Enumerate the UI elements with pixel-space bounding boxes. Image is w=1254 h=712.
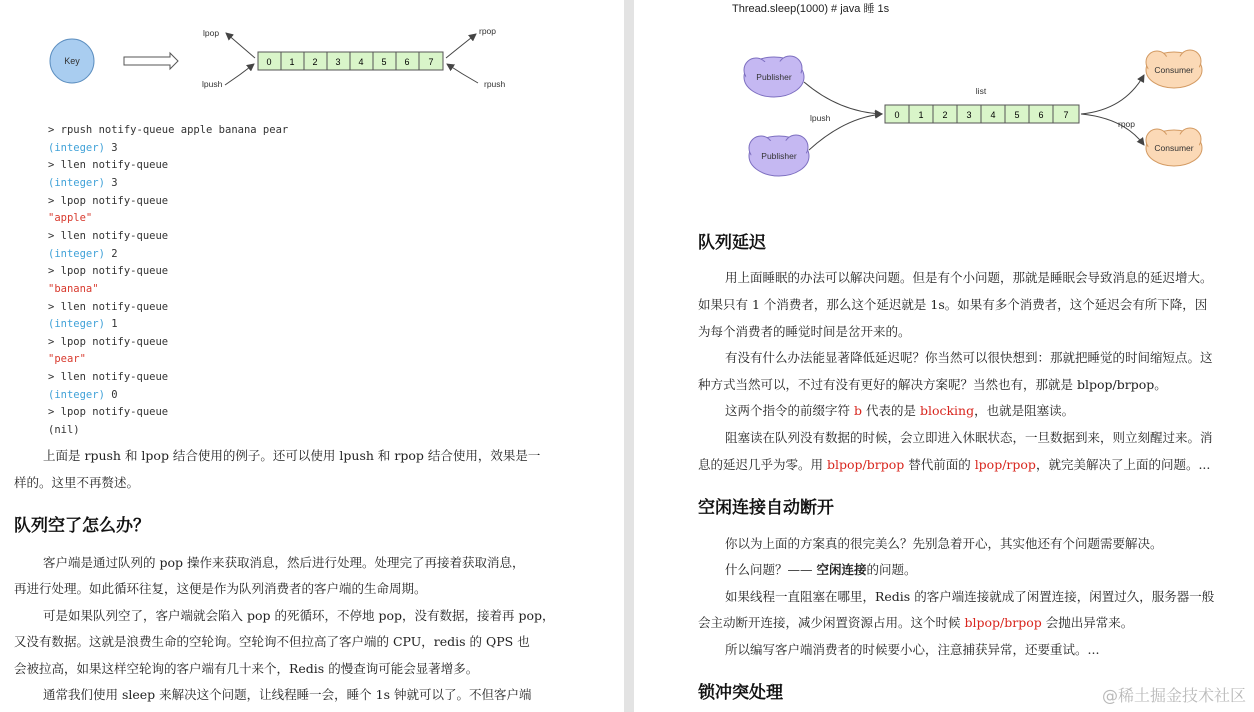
publisher-cloud-2 [749, 135, 809, 176]
paragraph-text: 你以为上面的方案真的很完美么？先别急着开心，其实他还有个问题需要解决。 [725, 536, 1163, 551]
code-line: (integer) 3 [48, 176, 118, 189]
svg-text:1: 1 [918, 110, 924, 120]
code-line: > lpop notify-queue [48, 265, 169, 278]
svg-text:7: 7 [428, 57, 434, 67]
svg-text:4: 4 [358, 57, 364, 67]
svg-text:3: 3 [335, 57, 341, 67]
section-heading-lock-conflict: 锁冲突处理 [698, 683, 783, 703]
svg-text:0: 0 [894, 110, 900, 120]
right-page [634, 0, 1254, 712]
svg-text:6: 6 [404, 57, 410, 67]
code-line: (integer) 2 [48, 247, 118, 260]
rpop-label: rpop [479, 26, 497, 36]
consumer-cloud-2 [1146, 128, 1202, 166]
svg-text:Publisher: Publisher [756, 72, 792, 82]
paragraph-text: 会被拉高，如果这样空轮询的客户端有几十来个，Redis 的慢查询可能会显著增多。 [14, 661, 479, 676]
list-diagram-left [0, 0, 620, 110]
lpop-label: lpop [203, 28, 220, 38]
big-arrow [124, 53, 178, 69]
paragraph-text: 样的。这里不再赘述。 [14, 475, 140, 490]
consumer-cloud-1 [1146, 50, 1202, 88]
paragraph-text: 有没有什么办法能显著降低延迟呢？你当然可以很快想到：那就把睡觉的时间缩短点。这 [725, 350, 1213, 365]
lpush-label-right: lpush [810, 113, 831, 123]
paragraph-text: 上面是 rpush 和 lpop 结合使用的例子。还可以使用 lpush 和 rpop 结合使用，效果是一 [43, 448, 541, 463]
key-label: Key [64, 56, 80, 66]
code-line: (nil) [48, 424, 80, 437]
publish-arrow-1 [804, 82, 882, 114]
pubsub-diagram [634, 0, 1254, 200]
queue-cells-left [258, 52, 443, 70]
queue-cells-right [885, 105, 1079, 123]
svg-text:2: 2 [942, 110, 948, 120]
sleep-code-line: Thread.sleep(1000) # java 睡 1s [732, 3, 890, 15]
page-divider [624, 0, 634, 712]
svg-text:5: 5 [381, 57, 387, 67]
code-line: > llen notify-queue [48, 159, 169, 172]
svg-text:5: 5 [1014, 110, 1020, 120]
code-line: > lpop notify-queue [48, 406, 169, 419]
rpush-label: rpush [484, 79, 506, 89]
code-line: (integer) 0 [48, 388, 118, 401]
svg-text:1: 1 [289, 57, 295, 67]
paragraph-text: 息的延迟几乎为零。用 blpop/brpop 替代前面的 lpop/rpop，就完美解决了上面的问题。... [698, 457, 1211, 472]
section-heading-idle-connection: 空闲连接自动断开 [698, 498, 834, 518]
section-heading-empty-queue: 队列空了怎么办？ [14, 516, 150, 536]
paragraph-text: 客户端是通过队列的 pop 操作来获取消息，然后进行处理。处理完了再接着获取消息， [43, 555, 525, 570]
paragraph-text: 什么问题？—— 空闲连接的问题。 [725, 562, 917, 577]
watermark-text: @稀土掘金技术社区 [1101, 686, 1246, 705]
paragraph-text: 通常我们使用 sleep 来解决这个问题，让线程睡一会，睡个 1s 钟就可以了。不但客户端 [43, 687, 532, 702]
code-line: "apple" [48, 212, 93, 225]
code-line: > llen notify-queue [48, 229, 169, 242]
paragraph-text: 又没有数据。这就是浪费生命的空轮询。空轮询不但拉高了客户端的 CPU，redis 的 QPS 也 [14, 634, 530, 649]
code-line: (integer) 1 [48, 318, 118, 331]
lpop-arrow [226, 33, 255, 58]
svg-text:Consumer: Consumer [1154, 65, 1194, 75]
svg-text:0: 0 [266, 57, 272, 67]
code-line: > lpop notify-queue [48, 335, 169, 348]
code-line: > lpop notify-queue [48, 194, 169, 207]
publisher-cloud-1 [744, 56, 804, 97]
paragraph-text: 用上面睡眠的办法可以解决问题。但是有个小问题，那就是睡眠会导致消息的延迟增大。 [725, 270, 1213, 285]
paragraph-text: 可是如果队列空了，客户端就会陷入 pop 的死循环，不停地 pop，没有数据，接着再 pop， [43, 608, 555, 623]
svg-text:6: 6 [1038, 110, 1044, 120]
list-label: list [975, 86, 987, 96]
svg-text:4: 4 [990, 110, 996, 120]
code-line: "pear" [48, 353, 86, 366]
code-line: > llen notify-queue [48, 300, 169, 313]
lpush-arrow [225, 64, 254, 85]
rpop-arrow [446, 34, 476, 58]
svg-text:2: 2 [312, 57, 318, 67]
svg-text:Consumer: Consumer [1154, 143, 1194, 153]
svg-text:7: 7 [1063, 110, 1069, 120]
code-line: "banana" [48, 282, 99, 295]
paragraph-text: 如果只有 1 个消费者，那么这个延迟就是 1s。如果有多个消费者，这个延迟会有所下降，因 [698, 297, 1208, 312]
paragraph-text: 如果线程一直阻塞在哪里，Redis 的客户端连接就成了闲置连接，闲置过久，服务器一般 [725, 589, 1215, 604]
paragraph-text: 种方式当然可以，不过有没有更好的解决方案呢？当然也有，那就是 blpop/brpop。 [698, 377, 1167, 392]
rpop-label-right: rpop [1118, 119, 1136, 129]
paragraph-text: 会主动断开连接，减少闲置资源占用。这个时候 blpop/brpop 会抛出异常来。 [698, 615, 1134, 630]
left-page [0, 0, 624, 712]
code-line: (integer) 3 [48, 141, 118, 154]
rpush-arrow [447, 64, 478, 83]
paragraph-text: 这两个指令的前缀字符 b 代表的是 blocking，也就是阻塞读。 [725, 403, 1075, 418]
paragraph-text: 所以编写客户端消费者的时候要小心，注意捕获异常，还要重试。... [725, 642, 1100, 657]
consume-arrow-1 [1081, 75, 1144, 114]
code-line: > rpush notify-queue apple banana pear [48, 124, 289, 136]
svg-text:Publisher: Publisher [761, 151, 797, 161]
section-heading-queue-delay: 队列延迟 [698, 233, 766, 253]
code-line: > llen notify-queue [48, 371, 169, 384]
paragraph-text: 阻塞读在队列没有数据的时候，会立即进入休眠状态，一旦数据到来，则立刻醒过来。消 [725, 430, 1213, 445]
svg-text:3: 3 [966, 110, 972, 120]
paragraph-text: 为每个消费者的睡觉时间是岔开来的。 [698, 324, 911, 339]
paragraph-text: 再进行处理。如此循环往复，这便是作为队列消费者的客户端的生命周期。 [14, 581, 427, 596]
lpush-label: lpush [202, 79, 223, 89]
